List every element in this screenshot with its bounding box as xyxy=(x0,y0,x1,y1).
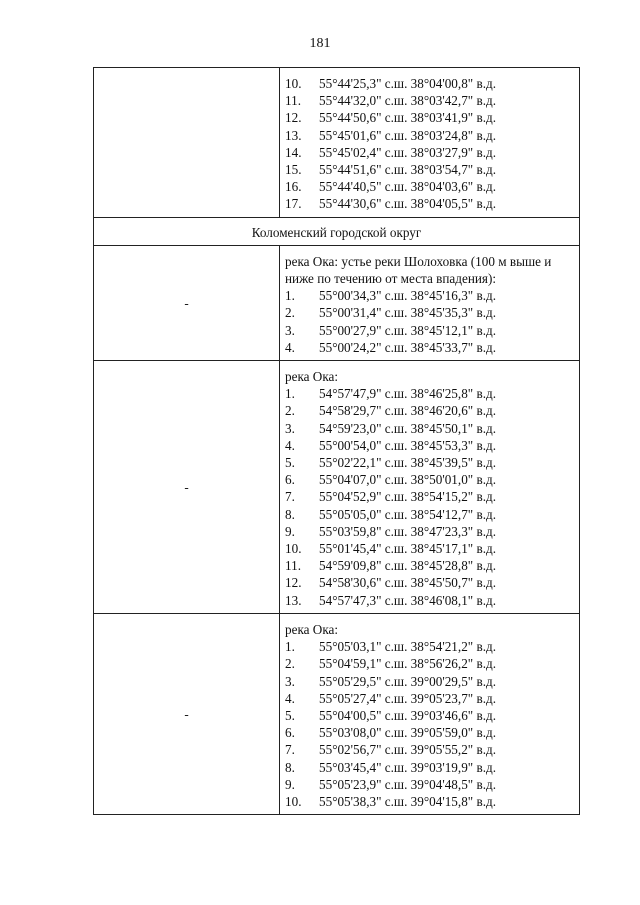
coordinate-value: 55°05'23,9" с.ш. 39°04'48,5" в.д. xyxy=(319,776,496,792)
left-cell xyxy=(94,245,280,360)
coordinate-value: 55°44'25,3" с.ш. 38°04'00,8" в.д. xyxy=(319,76,496,91)
coordinate-value: 55°00'54,0" с.ш. 38°45'53,3" в.д. xyxy=(319,437,496,453)
coordinate-value: 55°44'50,6" с.ш. 38°03'41,9" в.д. xyxy=(319,110,496,126)
coordinate-value: 55°00'31,4" с.ш. 38°45'35,3" в.д. xyxy=(319,305,496,321)
coordinate-item xyxy=(285,454,579,471)
coordinate-item xyxy=(285,574,579,591)
coordinate-number: 13. xyxy=(285,127,302,143)
coordinate-item xyxy=(285,655,579,672)
page-number: 181 xyxy=(309,36,331,51)
coordinate-value: 54°57'47,9" с.ш. 38°46'25,8" в.д. xyxy=(319,386,496,402)
coordinate-item xyxy=(285,741,579,758)
coordinate-item xyxy=(285,75,579,92)
coordinates-table xyxy=(93,67,580,815)
coordinate-value: 55°05'27,4" с.ш. 39°05'23,7" в.д. xyxy=(319,690,496,706)
coordinate-item xyxy=(285,724,579,741)
coordinate-item xyxy=(285,437,579,454)
coordinate-number: 14. xyxy=(285,144,302,160)
left-cell xyxy=(94,361,280,614)
coordinate-item xyxy=(285,707,579,724)
coordinate-item xyxy=(285,793,579,810)
coordinate-item xyxy=(285,759,579,776)
coordinate-item xyxy=(285,385,579,402)
coordinates-cell xyxy=(280,613,580,814)
left-cell xyxy=(94,613,280,814)
coordinate-value: 55°05'05,0" с.ш. 38°54'12,7" в.д. xyxy=(319,506,496,522)
coordinate-item xyxy=(285,471,579,488)
coordinate-number: 15. xyxy=(285,162,302,178)
coordinate-number: 3. xyxy=(285,322,295,338)
coordinate-number: 9. xyxy=(285,776,295,792)
section-header: Коломенский городской округ xyxy=(94,217,580,245)
coordinate-number: 4. xyxy=(285,437,295,453)
table-row xyxy=(94,613,580,814)
coordinate-item xyxy=(285,287,579,304)
coordinate-value: 54°58'30,6" с.ш. 38°45'50,7" в.д. xyxy=(319,575,496,591)
coordinate-number: 16. xyxy=(285,179,302,195)
coordinate-item xyxy=(285,195,579,212)
left-cell-dash: - xyxy=(184,479,189,495)
coordinate-value: 54°59'09,8" с.ш. 38°45'28,8" в.д. xyxy=(319,558,496,574)
left-cell xyxy=(94,68,280,218)
coordinate-item xyxy=(285,304,579,321)
coordinate-item xyxy=(285,540,579,557)
coordinate-value: 55°00'27,9" с.ш. 38°45'12,1" в.д. xyxy=(319,322,496,338)
coordinate-value: 55°45'01,6" с.ш. 38°03'24,8" в.д. xyxy=(319,127,496,143)
coordinate-value: 55°01'45,4" с.ш. 38°45'17,1" в.д. xyxy=(319,541,496,557)
coordinate-number: 3. xyxy=(285,420,295,436)
coordinate-number: 2. xyxy=(285,305,295,321)
table-row xyxy=(94,245,580,360)
coordinate-value: 55°45'02,4" с.ш. 38°03'27,9" в.д. xyxy=(319,144,496,160)
coordinate-number: 7. xyxy=(285,489,295,505)
coordinate-number: 5. xyxy=(285,455,295,471)
coordinates-cell xyxy=(280,361,580,614)
coordinate-number: 6. xyxy=(285,725,295,741)
coordinate-number: 11. xyxy=(285,93,301,109)
coordinate-number: 7. xyxy=(285,742,295,758)
coordinate-item xyxy=(285,127,579,144)
coordinate-item xyxy=(285,506,579,523)
coordinate-item xyxy=(285,673,579,690)
coordinate-item xyxy=(285,402,579,419)
water-body-description: река Ока: устье реки Шолоховка (100 м выше и ниже по течению от места впадения): xyxy=(285,253,552,287)
coordinate-number: 8. xyxy=(285,759,295,775)
left-cell-dash: - xyxy=(184,706,189,722)
coordinate-number: 12. xyxy=(285,575,302,591)
coordinate-value: 55°02'56,7" с.ш. 39°05'55,2" в.д. xyxy=(319,742,496,758)
coordinate-item xyxy=(285,339,579,356)
coordinate-number: 1. xyxy=(285,288,295,304)
coordinate-number: 10. xyxy=(285,793,302,809)
coordinate-value: 55°44'40,5" с.ш. 38°04'03,6" в.д. xyxy=(319,179,496,195)
left-cell-dash: - xyxy=(184,295,189,311)
coordinate-value: 55°03'08,0" с.ш. 39°05'59,0" в.д. xyxy=(319,725,496,741)
coordinate-value: 55°02'22,1" с.ш. 38°45'39,5" в.д. xyxy=(319,455,496,471)
coordinate-number: 9. xyxy=(285,523,295,539)
coordinate-number: 8. xyxy=(285,506,295,522)
coordinate-item xyxy=(285,109,579,126)
coordinate-item xyxy=(285,690,579,707)
coordinate-number: 10. xyxy=(285,541,302,557)
table-row xyxy=(94,68,580,218)
coordinate-value: 55°05'03,1" с.ш. 38°54'21,2" в.д. xyxy=(319,639,496,655)
coordinate-number: 12. xyxy=(285,110,302,126)
coordinate-value: 55°05'29,5" с.ш. 39°00'29,5" в.д. xyxy=(319,673,496,689)
coordinate-item xyxy=(285,161,579,178)
coordinate-value: 54°58'29,7" с.ш. 38°46'20,6" в.д. xyxy=(319,403,496,419)
coordinate-item xyxy=(285,322,579,339)
water-body-description: река Ока: xyxy=(285,369,339,385)
coordinate-value: 55°44'51,6" с.ш. 38°03'54,7" в.д. xyxy=(319,162,496,178)
coordinate-item xyxy=(285,557,579,574)
coordinate-value: 55°44'32,0" с.ш. 38°03'42,7" в.д. xyxy=(319,93,496,109)
coordinate-number: 10. xyxy=(285,76,302,91)
coordinate-item xyxy=(285,592,579,609)
coordinate-number: 2. xyxy=(285,656,295,672)
coordinate-value: 55°04'00,5" с.ш. 39°03'46,6" в.д. xyxy=(319,707,496,723)
coordinate-value: 55°03'45,4" с.ш. 39°03'19,9" в.д. xyxy=(319,759,496,775)
coordinate-number: 17. xyxy=(285,196,302,212)
coordinate-item xyxy=(285,523,579,540)
coordinate-value: 55°04'52,9" с.ш. 38°54'15,2" в.д. xyxy=(319,489,496,505)
coordinate-value: 55°04'59,1" с.ш. 38°56'26,2" в.д. xyxy=(319,656,496,672)
coordinate-number: 5. xyxy=(285,707,295,723)
section-header-row xyxy=(94,217,580,245)
coordinate-number: 13. xyxy=(285,592,302,608)
coordinate-item xyxy=(285,420,579,437)
coordinate-number: 3. xyxy=(285,673,295,689)
coordinates-cell xyxy=(280,68,580,218)
coordinate-value: 55°44'30,6" с.ш. 38°04'05,5" в.д. xyxy=(319,196,496,212)
coordinate-item xyxy=(285,488,579,505)
coordinate-number: 4. xyxy=(285,690,295,706)
coordinate-item xyxy=(285,144,579,161)
coordinate-value: 55°03'59,8" с.ш. 38°47'23,3" в.д. xyxy=(319,523,496,539)
table-row xyxy=(94,361,580,614)
coordinates-cell xyxy=(280,245,580,360)
coordinate-number: 2. xyxy=(285,403,295,419)
coordinate-value: 54°57'47,3" с.ш. 38°46'08,1" в.д. xyxy=(319,592,496,608)
coordinate-item xyxy=(285,92,579,109)
coordinate-value: 55°00'24,2" с.ш. 38°45'33,7" в.д. xyxy=(319,339,496,355)
coordinate-item xyxy=(285,638,579,655)
coordinate-item xyxy=(285,776,579,793)
coordinate-value: 55°04'07,0" с.ш. 38°50'01,0" в.д. xyxy=(319,472,496,488)
coordinate-item xyxy=(285,178,579,195)
water-body-description: река Ока: xyxy=(285,621,339,637)
coordinate-number: 1. xyxy=(285,386,295,402)
coordinate-value: 54°59'23,0" с.ш. 38°45'50,1" в.д. xyxy=(319,420,496,436)
coordinate-number: 1. xyxy=(285,639,295,655)
coordinate-number: 6. xyxy=(285,472,295,488)
coordinate-value: 55°05'38,3" с.ш. 39°04'15,8" в.д. xyxy=(319,793,496,809)
coordinate-value: 55°00'34,3" с.ш. 38°45'16,3" в.д. xyxy=(319,288,496,304)
coordinate-number: 4. xyxy=(285,339,295,355)
coordinate-number: 11. xyxy=(285,558,301,574)
